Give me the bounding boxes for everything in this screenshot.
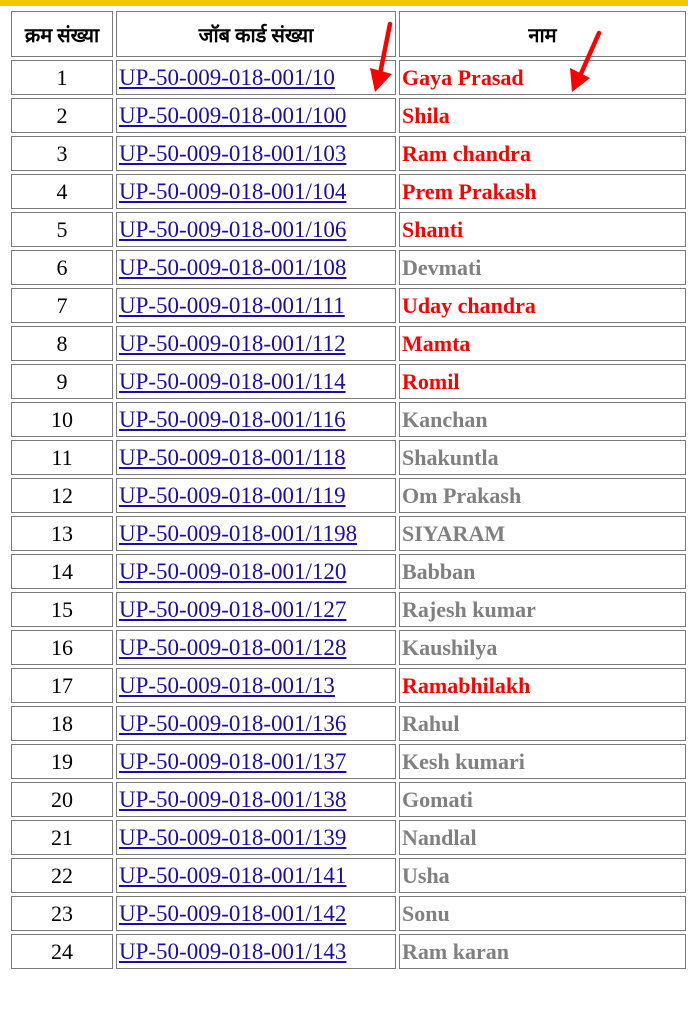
annotation-arrow-icon <box>366 20 400 96</box>
name-cell: Devmati <box>399 250 686 285</box>
job-card-link[interactable]: UP-50-009-018-001/13 <box>119 672 335 698</box>
serial-number-cell: 15 <box>11 592 113 627</box>
job-card-link[interactable]: UP-50-009-018-001/104 <box>119 178 347 204</box>
job-card-link[interactable]: UP-50-009-018-001/103 <box>119 140 347 166</box>
name-cell: Om Prakash <box>399 478 686 513</box>
name-cell: Kaushilya <box>399 630 686 665</box>
job-card-link[interactable]: UP-50-009-018-001/137 <box>119 748 347 774</box>
serial-number-cell: 1 <box>11 60 113 95</box>
table-row <box>11 934 686 969</box>
job-card-cell <box>116 364 396 399</box>
job-card-cell <box>116 478 396 513</box>
table-row <box>11 212 686 247</box>
serial-number-cell: 17 <box>11 668 113 703</box>
job-card-link[interactable]: UP-50-009-018-001/1198 <box>119 520 358 546</box>
table-row <box>11 402 686 437</box>
table-row <box>11 98 686 133</box>
serial-number-cell: 13 <box>11 516 113 551</box>
header-job-card-number: जॉब कार्ड संख्या <box>116 11 396 57</box>
job-card-link[interactable]: UP-50-009-018-001/114 <box>119 368 346 394</box>
table-row <box>11 820 686 855</box>
job-card-link[interactable]: UP-50-009-018-001/138 <box>119 786 347 812</box>
job-card-cell <box>116 592 396 627</box>
serial-number-cell: 11 <box>11 440 113 475</box>
table-row <box>11 516 686 551</box>
table-row <box>11 478 686 513</box>
name-cell: Kanchan <box>399 402 686 437</box>
table-row <box>11 288 686 323</box>
table-row <box>11 744 686 779</box>
job-card-link[interactable]: UP-50-009-018-001/100 <box>119 102 347 128</box>
serial-number-cell: 8 <box>11 326 113 361</box>
serial-number-cell: 4 <box>11 174 113 209</box>
serial-number-cell: 2 <box>11 98 113 133</box>
name-cell: Ram karan <box>399 934 686 969</box>
serial-number-cell: 9 <box>11 364 113 399</box>
job-card-cell <box>116 250 396 285</box>
job-card-cell <box>116 440 396 475</box>
job-card-link[interactable]: UP-50-009-018-001/141 <box>119 862 347 888</box>
name-cell: Shila <box>399 98 686 133</box>
serial-number-cell: 16 <box>11 630 113 665</box>
table-row <box>11 668 686 703</box>
job-card-cell <box>116 896 396 931</box>
name-cell: Prem Prakash <box>399 174 686 209</box>
job-card-link[interactable]: UP-50-009-018-001/127 <box>119 596 347 622</box>
table-row <box>11 592 686 627</box>
serial-number-cell: 6 <box>11 250 113 285</box>
table-row <box>11 554 686 589</box>
job-card-cell <box>116 782 396 817</box>
job-card-cell <box>116 136 396 171</box>
name-cell: Rahul <box>399 706 686 741</box>
name-cell: SIYARAM <box>399 516 686 551</box>
name-cell: Usha <box>399 858 686 893</box>
table-row <box>11 858 686 893</box>
serial-number-cell: 20 <box>11 782 113 817</box>
table-row <box>11 250 686 285</box>
job-card-cell <box>116 934 396 969</box>
name-cell: Sonu <box>399 896 686 931</box>
job-card-link[interactable]: UP-50-009-018-001/106 <box>119 216 347 242</box>
job-card-link[interactable]: UP-50-009-018-001/120 <box>119 558 347 584</box>
job-card-link[interactable]: UP-50-009-018-001/139 <box>119 824 347 850</box>
job-card-link[interactable]: UP-50-009-018-001/111 <box>119 292 345 318</box>
serial-number-cell: 24 <box>11 934 113 969</box>
table-row <box>11 782 686 817</box>
job-card-link[interactable]: UP-50-009-018-001/116 <box>119 406 346 432</box>
job-card-cell <box>116 706 396 741</box>
serial-number-cell: 3 <box>11 136 113 171</box>
job-card-cell <box>116 98 396 133</box>
name-cell: Ramabhilakh <box>399 668 686 703</box>
annotation-arrow-icon <box>566 28 606 96</box>
name-cell: Shanti <box>399 212 686 247</box>
serial-number-cell: 23 <box>11 896 113 931</box>
job-card-cell <box>116 744 396 779</box>
table-row <box>11 896 686 931</box>
job-card-link[interactable]: UP-50-009-018-001/112 <box>119 330 346 356</box>
job-card-cell <box>116 326 396 361</box>
job-card-cell <box>116 174 396 209</box>
name-cell: Nandlal <box>399 820 686 855</box>
name-cell: Uday chandra <box>399 288 686 323</box>
job-card-link[interactable]: UP-50-009-018-001/119 <box>119 482 346 508</box>
serial-number-cell: 19 <box>11 744 113 779</box>
job-card-link[interactable]: UP-50-009-018-001/118 <box>119 444 346 470</box>
job-card-link[interactable]: UP-50-009-018-001/10 <box>119 64 335 90</box>
name-cell: Kesh kumari <box>399 744 686 779</box>
table-row <box>11 706 686 741</box>
name-cell: Shakuntla <box>399 440 686 475</box>
header-name: नाम <box>399 11 686 57</box>
job-card-table <box>8 8 688 972</box>
table-row <box>11 440 686 475</box>
name-cell: Mamta <box>399 326 686 361</box>
job-card-cell <box>116 60 396 95</box>
table-row <box>11 326 686 361</box>
job-card-link[interactable]: UP-50-009-018-001/128 <box>119 634 347 660</box>
job-card-cell <box>116 212 396 247</box>
job-card-cell <box>116 554 396 589</box>
job-card-cell <box>116 288 396 323</box>
serial-number-cell: 5 <box>11 212 113 247</box>
job-card-cell <box>116 668 396 703</box>
job-card-link[interactable]: UP-50-009-018-001/143 <box>119 938 347 964</box>
name-cell: Gomati <box>399 782 686 817</box>
name-cell: Babban <box>399 554 686 589</box>
serial-number-cell: 7 <box>11 288 113 323</box>
job-card-cell <box>116 630 396 665</box>
name-cell: Gaya Prasad <box>399 60 686 95</box>
serial-number-cell: 21 <box>11 820 113 855</box>
name-cell: Ram chandra <box>399 136 686 171</box>
name-cell: Rajesh kumar <box>399 592 686 627</box>
table-row <box>11 136 686 171</box>
serial-number-cell: 12 <box>11 478 113 513</box>
header-serial-number: क्रम संख्या <box>11 11 113 57</box>
job-card-cell <box>116 516 396 551</box>
job-card-cell <box>116 820 396 855</box>
serial-number-cell: 14 <box>11 554 113 589</box>
name-cell: Romil <box>399 364 686 399</box>
job-card-link[interactable]: UP-50-009-018-001/142 <box>119 900 347 926</box>
serial-number-cell: 18 <box>11 706 113 741</box>
job-card-link[interactable]: UP-50-009-018-001/108 <box>119 254 347 280</box>
table-row <box>11 174 686 209</box>
table-body <box>11 60 686 969</box>
top-accent-bar <box>0 0 688 6</box>
job-card-cell <box>116 402 396 437</box>
serial-number-cell: 22 <box>11 858 113 893</box>
job-card-link[interactable]: UP-50-009-018-001/136 <box>119 710 347 736</box>
table-row <box>11 630 686 665</box>
table-row <box>11 364 686 399</box>
job-card-cell <box>116 858 396 893</box>
serial-number-cell: 10 <box>11 402 113 437</box>
